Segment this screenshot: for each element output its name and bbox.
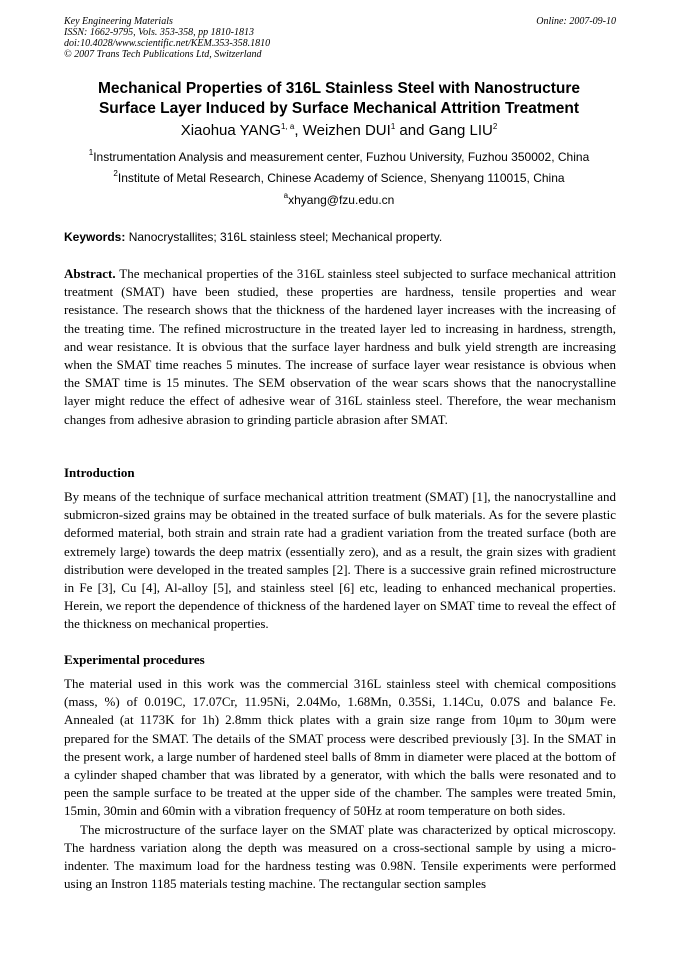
journal-copyright: © 2007 Trans Tech Publications Ltd, Switzerland xyxy=(64,49,262,60)
affiliation-text: Institute of Metal Research, Chinese Academy of Science, Shenyang 110015, China xyxy=(117,171,565,185)
affiliation-mark: 1 xyxy=(88,148,94,157)
email-text: xhyang@fzu.edu.cn xyxy=(288,193,395,207)
title-line-2: Surface Layer Induced by Surface Mechanical Attrition Treatment xyxy=(98,100,580,117)
author-affiliation-mark: 1 xyxy=(390,122,396,131)
journal-doi: doi:10.4028/www.scientific.net/KEM.353-358.1810 xyxy=(64,38,271,49)
author-separator: , xyxy=(294,122,303,139)
abstract-text: The mechanical properties of the 316L stainless steel subjected to surface mechanical attrition treatment (SMAT) have been studied, these properties are hardness, tensile properties and wear resistance. The research shows that the thickness of the hardened layer increases with the increasing of the treating time. The refined microstructure in the treated layer led to increasing in hardness, strength, and wear resistance. It is obvious that the surface layer hardness and bulk yield strength are increasing when the SMAT time reaches 5 minutes. The increase of surface layer wear resistance is obvious when the SMAT time is 15 minutes. The SEM observation of the wear scars shows that the nanocrystalline layer might reduce the effect of adhesive wear of 316L stainless steel. Therefore, the wear mechanism changes from adhesive abrasion to grinding particle abrasion after SMAT. xyxy=(64,266,616,427)
author-affiliation-mark: 2 xyxy=(492,122,498,131)
author-name: Xiaohua YANG xyxy=(180,122,282,139)
introduction-heading: Introduction xyxy=(64,465,135,480)
experimental-text xyxy=(64,675,616,893)
author-list xyxy=(40,121,638,141)
keywords-text: Nanocrystallites; 316L stainless steel; Mechanical property. xyxy=(125,230,443,244)
abstract xyxy=(64,265,616,429)
abstract-label: Abstract. xyxy=(64,266,116,281)
journal-issn: ISSN: 1662-9795, Vols. 353-358, pp 1810-1813 xyxy=(64,27,254,38)
affiliation-text: Instrumentation Analysis and measurement center, Fuzhou University, Fuzhou 350002, China xyxy=(93,150,590,164)
keywords xyxy=(64,229,616,245)
author-email xyxy=(30,192,648,208)
paper-title xyxy=(40,79,638,119)
online-date: Online: 2007-09-10 xyxy=(536,16,616,27)
experimental-paragraph-1: The material used in this work was the commercial 316L stainless steel with chemical compositions (mass, %) of 0.019C, 17.07Cr, 11.95Ni, 2.04Mo, 1.68Mn, 0.35Si, 1.14Cu, 0.07S and balance Fe. Annealed (at 1173K for 1h) 2.8mm thick plates with a grain size range from 10μm to 30μm were prepared for the SMAT. The details of the SMAT process were described previously [3]. In the SMAT in the present work, a large number of hardened steel balls of 8mm in diameter were placed at the bottom of a cylinder shaped chamber that was librated by a generator, with which the balls were resonated and to peen the sample surface to be treated at the upper side of the chamber. The samples were treated 5min, 15min, 30min and 60min with a vibration frequency of 50Hz at room temperature on both sides. xyxy=(64,676,616,819)
introduction-text: By means of the technique of surface mechanical attrition treatment (SMAT) [1], the nanocrystalline and submicron-sized grains may be obtained in the treated surface of bulk materials. As for the severe plastic deformed material, both strain and strain rate had a gradient variation from the treated surface (both are extremely large) towards the deep matrix (essentially zero), and as a result, the grain sizes with gradient distribution were developed in the treated samples [2]. There is a successive grain refined microstructure in Fe [3], Cu [4], Al-alloy [5], and stainless steel [6] etc, leading to enhanced mechanical properties. Herein, we report the dependence of thickness of the hardened layer on SMAT time to reveal the effect of the thickness on mechanical properties. xyxy=(64,489,616,632)
title-line-1: Mechanical Properties of 316L Stainless Steel with Nanostructure xyxy=(97,80,581,97)
author-name: Gang LIU xyxy=(428,122,493,139)
journal-header xyxy=(64,16,616,60)
journal-name: Key Engineering Materials xyxy=(64,16,173,27)
author-separator: and xyxy=(395,122,429,139)
affiliation-2 xyxy=(30,170,648,186)
keywords-label: Keywords: xyxy=(64,230,126,244)
experimental-paragraph-2: The microstructure of the surface layer on the SMAT plate was characterized by optical microscopy. The hardness variation along the depth was measured on a cross-sectional sample by using a micro-indenter. The maximum load for the hardness testing was 0.98N. Tensile experiments were performed using an Instron 1185 materials testing machine. The rectangular section samples xyxy=(64,821,616,892)
email-mark: a xyxy=(283,191,289,200)
author-affiliation-mark: 1, a xyxy=(281,122,295,131)
affiliation-mark: 2 xyxy=(113,169,118,178)
author-name: Weizhen DUI xyxy=(302,122,391,139)
affiliation-1 xyxy=(30,149,648,165)
experimental-heading: Experimental procedures xyxy=(64,652,205,667)
